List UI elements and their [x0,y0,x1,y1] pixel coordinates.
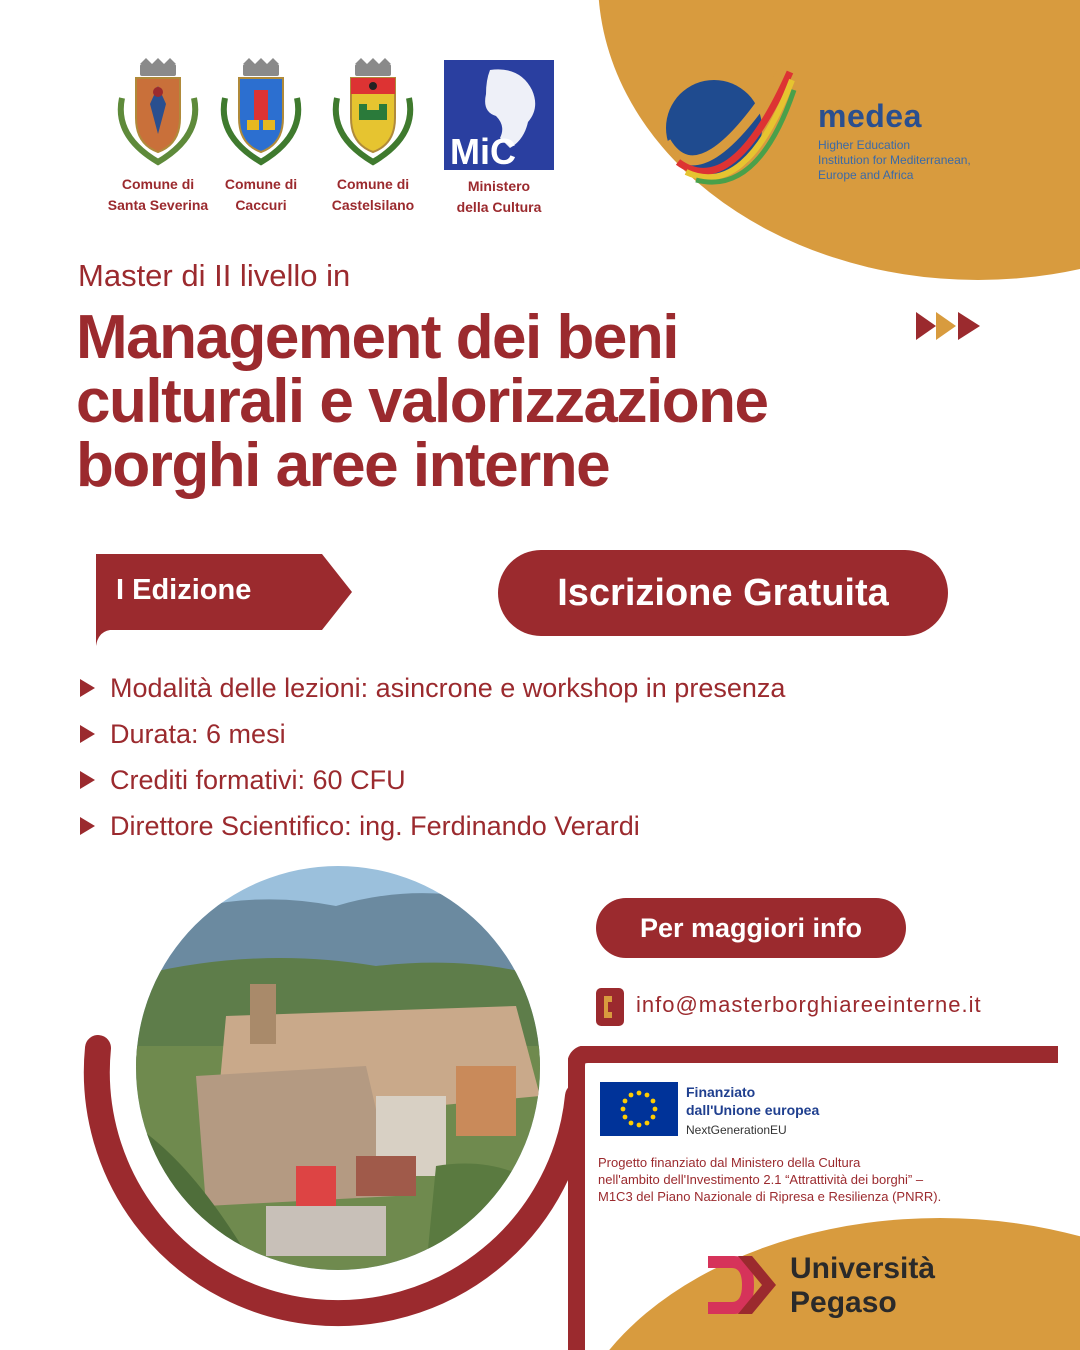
mic-logo-icon [444,60,554,170]
university-name [790,1252,935,1320]
triangle-bullet-icon [80,817,95,835]
list-item [78,762,785,808]
eu-program: NextGenerationEU [686,1123,787,1137]
title-line: borghi aree interne [76,431,610,500]
funding-note [598,1154,941,1205]
eu-title-line: dall'Unione europea [686,1102,820,1118]
title-line: culturali e valorizzazione [76,367,768,436]
partner-line2: Caccuri [235,197,287,213]
eu-funding-title [686,1083,819,1119]
course-details-list [78,670,785,854]
eu-stars-icon [600,1082,678,1136]
list-item [78,808,785,854]
partner-castelsilano [318,58,428,216]
partner-caccuri [206,58,316,216]
partner-line1: Ministero [467,178,531,194]
funding-line: Progetto finanziato dal Ministero della Cultura [598,1155,861,1170]
phone-book-icon [596,988,624,1026]
medea-tagline-line: Higher Education [818,138,911,152]
triangle-bullet-icon [80,725,95,743]
detail-text: Durata: 6 mesi [110,719,286,749]
university-name-line: Università [790,1252,936,1285]
medea-logo-icon [662,62,802,192]
edition-label: I Edizione [116,574,252,606]
pegaso-logo-icon [704,1250,778,1320]
mic-logo-text: MiC [450,131,516,170]
university-name-line: Pegaso [790,1286,897,1319]
triangle-bullet-icon [80,771,95,789]
caccuri-crest-icon [215,58,307,166]
detail-text: Crediti formativi: 60 CFU [110,765,406,795]
partner-line2: della Cultura [456,199,542,215]
list-item [78,716,785,762]
partner-line2: Santa Severina [107,197,209,213]
santa-severina-crest-icon [112,58,204,166]
list-item [78,670,785,716]
village-photo [136,866,540,1270]
partner-line2: Castelsilano [331,197,415,213]
fast-forward-icon [914,308,984,344]
medea-title: medea [818,98,922,134]
medea-tagline-line: Institution for Mediterranean, [818,153,971,167]
village-image [136,866,540,1270]
detail-text: Direttore Scientifico: ing. Ferdinando Verardi [110,811,640,841]
medea-tagline [818,138,1018,183]
funding-line: M1C3 del Piano Nazionale di Ripresa e Resilienza (PNRR). [598,1189,942,1204]
partner-line1: Comune di [121,176,195,192]
castelsilano-crest-icon [327,58,419,166]
contact-email[interactable]: info@masterborghiareeinterne.it [636,992,982,1017]
more-info-button[interactable]: Per maggiori info [596,898,906,958]
funding-line: nell'ambito dell'Investimento 2.1 “Attrattività dei borghi” – [598,1172,924,1187]
medea-tagline-line: Europe and Africa [818,168,914,182]
eu-title-line: Finanziato [686,1084,756,1100]
eu-flag-icon [600,1082,678,1136]
free-enrollment-badge: Iscrizione Gratuita [498,550,948,636]
master-subtitle: Master di II livello in [78,258,351,293]
partner-line1: Comune di [336,176,410,192]
partner-santa-severina [92,58,224,216]
partner-ministero-cultura [440,60,558,218]
title-line: Management dei beni [76,303,678,372]
master-title [76,303,768,500]
partner-line1: Comune di [224,176,298,192]
detail-text: Modalità delle lezioni: asincrone e workshop in presenza [110,673,786,703]
triangle-bullet-icon [80,679,95,697]
